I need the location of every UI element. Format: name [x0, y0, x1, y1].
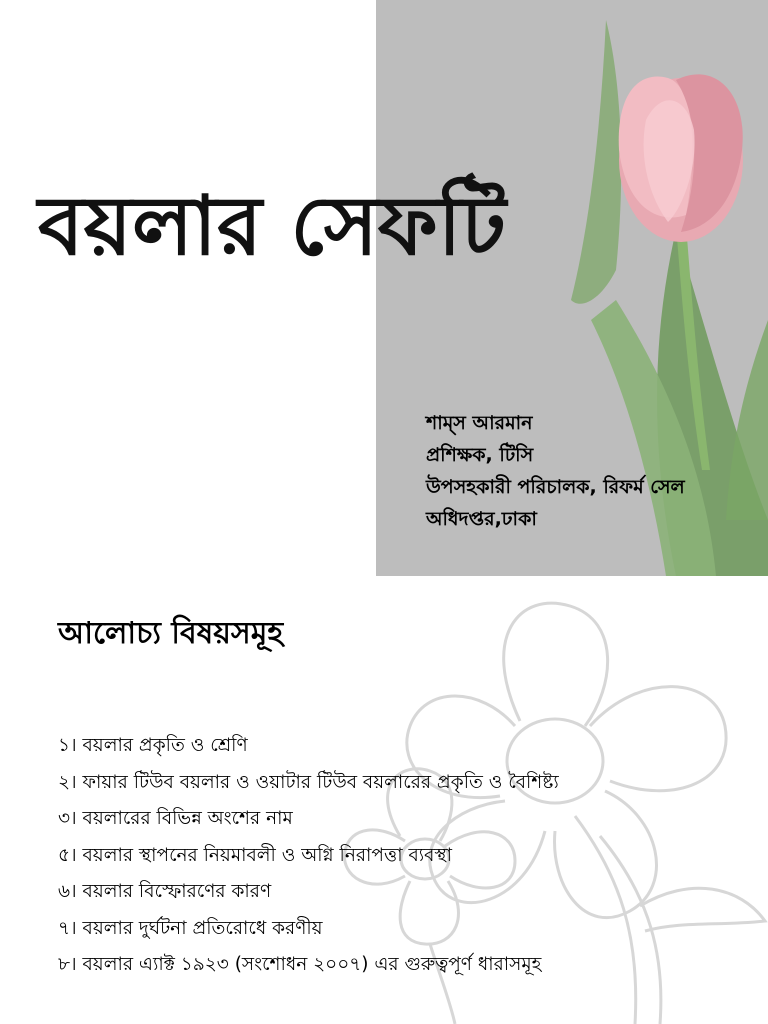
author-name: শাম্‌স আরমান: [426, 412, 533, 434]
list-item: ৭। বয়লার দুর্ঘটনা প্রতিরোধে করণীয়: [58, 917, 323, 939]
agenda-list: [58, 728, 758, 984]
list-item: ৩। বয়লারের বিভিন্ন অংশের নাম: [58, 808, 293, 829]
agenda-heading: আলোচ্য বিষয়সমূহ: [58, 616, 284, 651]
list-item: ৬। বয়লার বিস্ফোরণের কারণ: [58, 881, 272, 902]
list-item: ৮। বয়লার এ্যাক্ট ১৯২৩ (সংশোধন ২০০৭) এর গুরুত্বপূর্ণ ধারাসমূহ: [58, 954, 542, 975]
slide-title: বয়লার সেফটি: [38, 179, 506, 274]
list-item: ৫। বয়লার স্থাপনের নিয়মাবলী ও অগ্নি নিরাপত্তা ব্যবস্থা: [58, 844, 453, 866]
author-position: উপসহকারী পরিচালক, রিফর্ম সেল: [426, 476, 685, 498]
agenda-slide: [0, 576, 768, 1024]
author-role: প্রশিক্ষক, টিসি: [426, 444, 534, 466]
list-item: ১। বয়লার প্রকৃতি ও শ্রেণি: [58, 735, 248, 756]
author-block: [426, 407, 766, 535]
author-office: অধিদপ্তর,ঢাকা: [426, 508, 537, 530]
list-item: ২। ফায়ার টিউব বয়লার ও ওয়াটার টিউব বয়লারের প্রকৃতি ও বৈশিষ্ট্য: [58, 771, 559, 793]
